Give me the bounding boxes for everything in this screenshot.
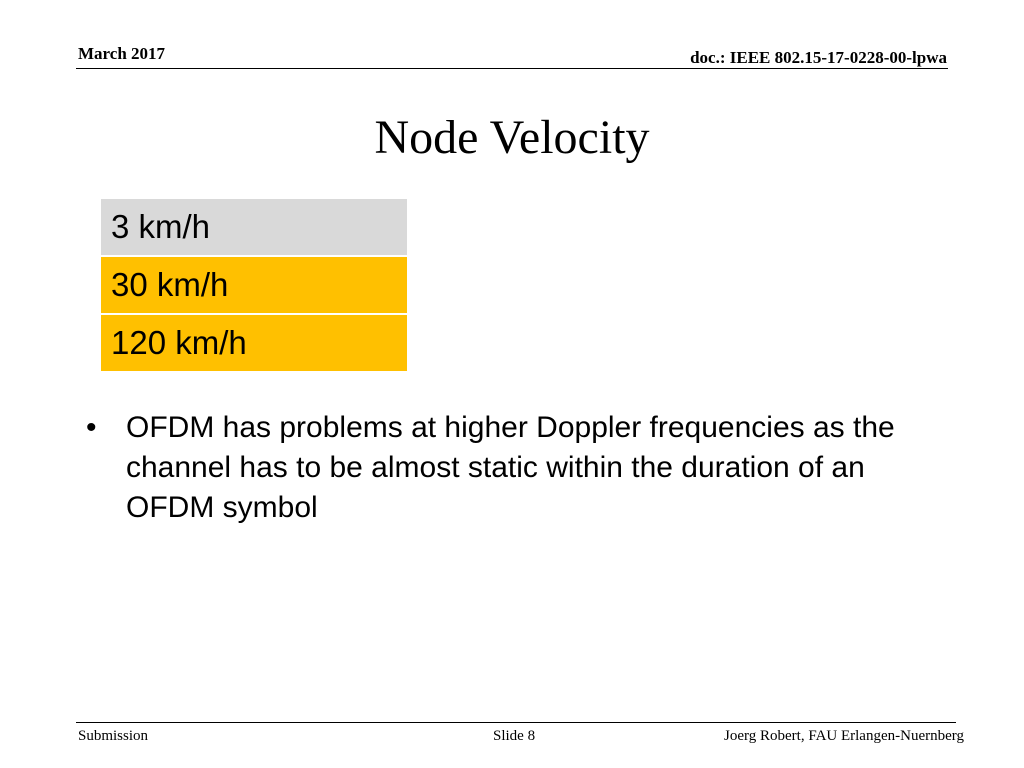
velocity-cell: 120 km/h (101, 314, 407, 371)
footer-author: Joerg Robert, FAU Erlangen-Nuernberg (724, 728, 964, 744)
velocity-cell: 3 km/h (101, 199, 407, 256)
velocity-row (101, 199, 407, 256)
velocity-table (101, 199, 407, 371)
velocity-row (101, 314, 407, 371)
bullet-item (86, 408, 926, 528)
footer-divider (76, 722, 956, 723)
bullet-list (86, 408, 926, 528)
velocity-row (101, 256, 407, 314)
header-date: March 2017 (78, 44, 166, 63)
bullet-text: OFDM has problems at higher Doppler frequencies as the channel has to be almost static within the duration of an OFDM symbol (126, 411, 895, 524)
footer-slide-number: Slide 8 (493, 728, 536, 744)
bullet-marker: • (86, 411, 97, 444)
header-divider (76, 68, 948, 69)
slide-title: Node Velocity (374, 111, 650, 164)
footer-submission: Submission (78, 728, 149, 744)
velocity-cell: 30 km/h (101, 256, 407, 314)
header-doc-id: doc.: IEEE 802.15-17-0228-00-lpwa (690, 48, 947, 67)
